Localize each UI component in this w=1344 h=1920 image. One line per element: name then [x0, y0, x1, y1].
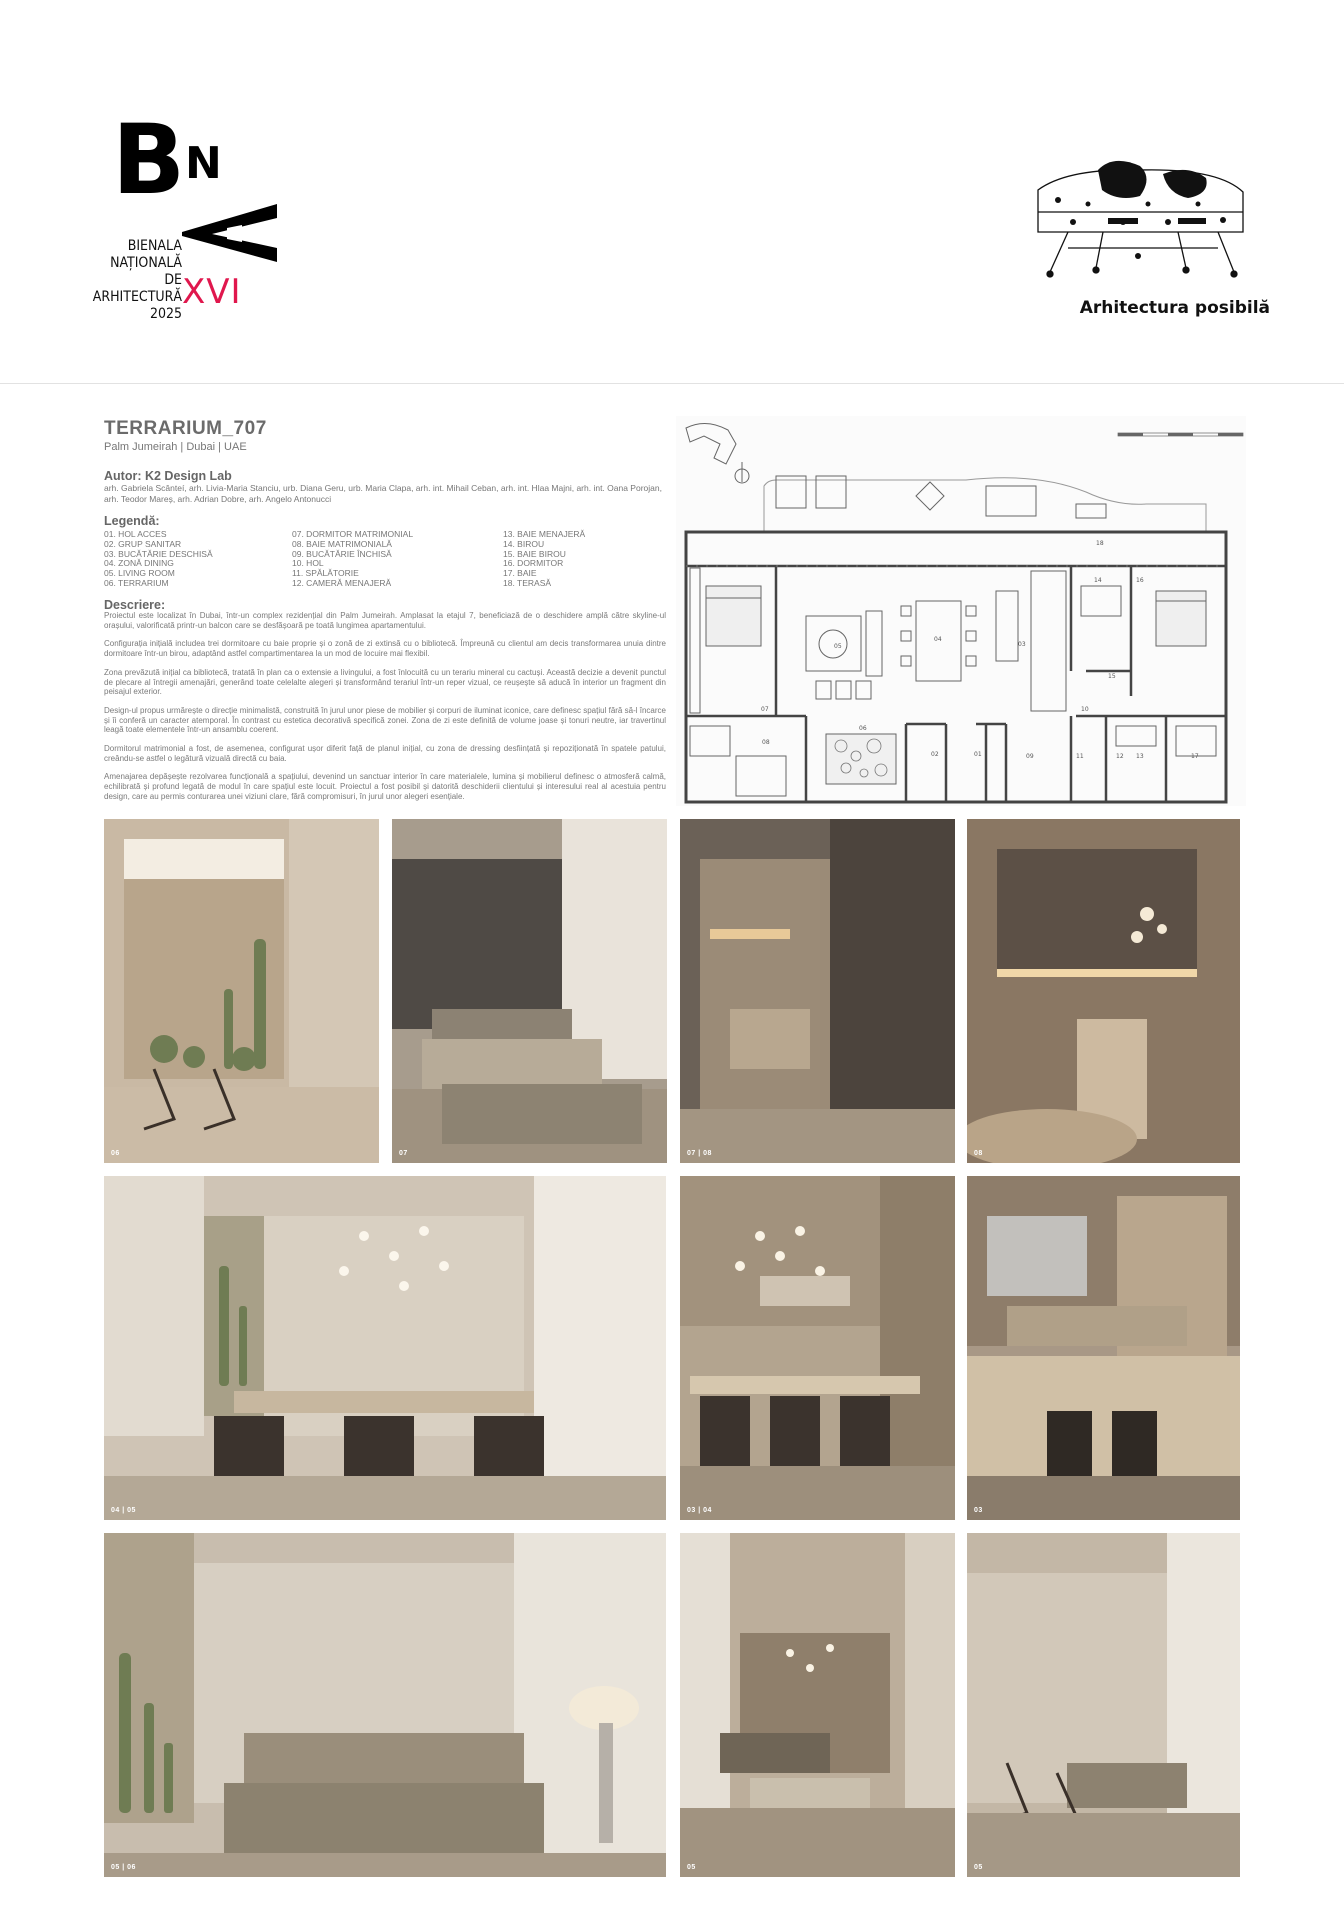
legend-item: 02. GRUP SANITAR [104, 538, 182, 549]
render-caption: 07 [399, 1150, 408, 1157]
logo-letter-b: B [112, 104, 186, 216]
logo-sub-1: BIENALA [127, 238, 182, 254]
theme-illustration [1028, 160, 1252, 290]
render-bath [967, 819, 1240, 1163]
render-caption: 03 [974, 1507, 983, 1514]
description-paragraph: Amenajarea depășește rezolvarea funcțională a spațiului, devenind un sanctuar interior în care materialele, lumina și mobilierul definesc o atmosferă calmă, echilibrată și profund legată de modul în care spațiul este locuit. Proiectul a fost posibil și datorită deschiderii clientului și interesului real al acestuia pentru design, care au permis conturarea unei viziuni clare, fără compromisuri, în jurul unor alegeri esențiale. [104, 772, 666, 801]
floor-plan [676, 416, 1246, 806]
room-number: 01 [974, 751, 982, 758]
bna-logo [90, 104, 290, 352]
project-author: Autor: K2 Design Lab [104, 469, 232, 483]
render-dining [680, 1176, 955, 1520]
render-living [680, 1533, 955, 1877]
description-paragraph: Zona prevăzută inițial ca bibliotecă, tratată în plan ca o extensie a livingului, a fost înlocuită cu un terariu mineral cu cactuși. Această decizie a devenit punctul de plecare al întregii amenajări, generând toate celelalte alegeri și transformând terariul într-un reper vizual, ce reușește să aducă în interior un fragment din peisajul exterior. [104, 667, 666, 697]
room-number: 10 [1081, 706, 1089, 713]
logo-sub-4: ARHITECTURĂ [92, 289, 182, 305]
render-kitchen [967, 1176, 1240, 1520]
logo-sub-3: DE [164, 272, 182, 288]
legend-item: 12. CAMERĂ MENAJERĂ [292, 577, 392, 588]
project-location: Palm Jumeirah | Dubai | UAE [104, 441, 247, 453]
room-number: 08 [762, 739, 770, 746]
render-caption: 03 | 04 [687, 1507, 712, 1514]
theme-title: Arhitectura posibilă [1079, 298, 1270, 318]
room-number: 17 [1191, 753, 1199, 760]
render-caption: 04 | 05 [111, 1507, 136, 1514]
legend-column-1 [104, 530, 213, 589]
render-bath-glass [680, 819, 955, 1163]
legend-item: 15. BAIE BIROU [503, 548, 566, 559]
logo-sub-5: 2025 [149, 306, 182, 322]
render-bedroom [392, 819, 667, 1163]
room-number: 07 [761, 706, 769, 713]
render-caption: 07 | 08 [687, 1150, 712, 1157]
header-divider [0, 383, 1344, 384]
description-paragraph: Proiectul este localizat în Dubai, într-un complex rezidențial din Palm Jumeirah. Amplasat la etajul 7, beneficiază de o deschidere amplă către skyline-ul orașului, valorificată printr-un balcon care se desfășoară pe toată lungimea apartamentului. [104, 611, 666, 630]
room-number: 09 [1026, 753, 1034, 760]
legend-column-2 [292, 530, 413, 589]
render-caption: 05 [687, 1864, 696, 1871]
room-number: 13 [1136, 753, 1144, 760]
legend-column-3 [503, 530, 585, 589]
room-number: 11 [1076, 753, 1084, 760]
legend-item: 04. ZONĂ DINING [104, 558, 174, 569]
legend-title: Legendă: [104, 514, 160, 528]
project-title: TERRARIUM_707 [104, 418, 267, 439]
legend-item: 03. BUCĂTĂRIE DESCHISĂ [104, 548, 213, 559]
description-body [104, 611, 666, 811]
render-dining-wide [104, 1176, 666, 1520]
room-number: 02 [931, 751, 939, 758]
legend-item: 01. HOL ACCES [104, 529, 167, 539]
legend-item: 09. BUCĂTĂRIE ÎNCHISĂ [292, 548, 392, 559]
legend-item: 11. SPĂLĂTORIE [292, 568, 359, 579]
project-team: arh. Gabriela Scânteí, arh. Livia-Maria Stanciu, urb. Diana Geru, urb. Maria Clapa, arh. int. Mihail Ceban, arh. int. Hlaa Majni, arh. int. Oana Porojan, arh. Teodor Mareș, arh. Adrian Dobre, arh. Angelo Antonucci [104, 483, 662, 504]
terrarium-plan [826, 734, 896, 784]
legend-item: 16. DORMITOR [503, 558, 564, 569]
logo-letter-n: N [185, 138, 222, 189]
description-paragraph: Dormitorul matrimonial a fost, de asemenea, configurat ușor diferit față de planul inițial, cu zona de dressing desființată și repoziționată în spatele patului, creându-se astfel o legătură vizuală directă cu baia. [104, 744, 666, 763]
legend-item: 05. LIVING ROOM [104, 568, 175, 579]
legend-item: 13. BAIE MENAJERĂ [503, 529, 586, 539]
logo-edition: XVI [182, 272, 242, 312]
description-paragraph: Design-ul propus urmărește o direcție minimalistă, construită în jurul unor piese de mobilier și corpuri de iluminat iconice, care definesc spațiul fără să-l încarce și îi conferă un caracter atemporal. În contrast cu estetica decorativă specifică zonei. Zona de zi este definită de volume joase și tonuri neutre, iar travertinul leagă toate elementele într-un ansamblu coerent. [104, 705, 666, 735]
legend-item: 10. HOL [292, 558, 324, 569]
legend-item: 08. BAIE MATRIMONIALĂ [292, 538, 392, 549]
render-terrarium [104, 819, 379, 1163]
room-number: 04 [934, 636, 942, 643]
logo-sub-2: NAȚIONALĂ [110, 255, 182, 271]
room-number: 12 [1116, 753, 1124, 760]
room-number: 18 [1096, 540, 1104, 547]
logo-letter-a [182, 202, 277, 262]
render-caption: 05 [974, 1864, 983, 1871]
room-number: 16 [1136, 577, 1144, 584]
room-number: 14 [1094, 577, 1102, 584]
legend-item: 14. BIROU [503, 538, 545, 549]
render-living-wide [104, 1533, 666, 1877]
render-caption: 05 | 06 [111, 1864, 136, 1871]
room-number: 03 [1018, 641, 1026, 648]
render-caption: 06 [111, 1150, 120, 1157]
legend-item: 06. TERRARIUM [104, 577, 169, 588]
legend-item: 07. DORMITOR MATRIMONIAL [292, 529, 414, 539]
description-paragraph: Configurația inițială includea trei dormitoare cu baie proprie și o zonă de zi extinsă cu o bibliotecă. Împreună cu clientul am decis transformarea unuia dintre dormitoare într-un birou, adaptând astfel compartimentarea la un mod de locuire mai flexibil. [104, 639, 666, 659]
render-living-side [967, 1533, 1240, 1877]
description-title: Descriere: [104, 598, 166, 612]
scale-bar [1118, 433, 1243, 436]
room-number: 06 [859, 725, 867, 732]
legend-item: 18. TERASĂ [503, 577, 552, 588]
render-caption: 08 [974, 1150, 983, 1157]
room-number: 05 [834, 643, 842, 650]
room-number: 15 [1108, 673, 1116, 680]
legend-item: 17. BAIE [503, 568, 537, 579]
